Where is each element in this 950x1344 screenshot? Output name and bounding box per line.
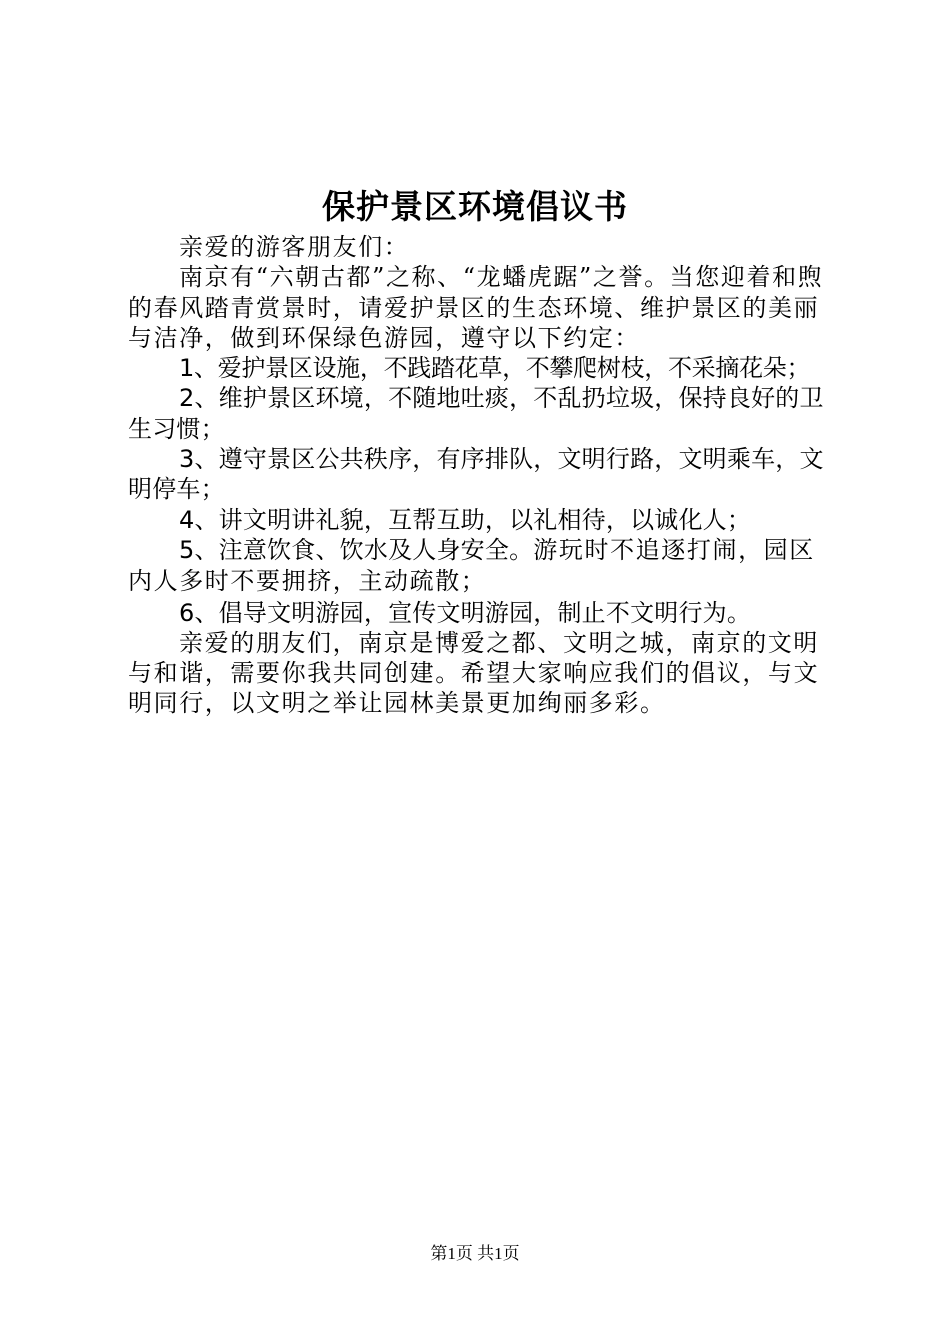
closing-paragraph: 亲爱的朋友们，南京是博爱之都、文明之城，南京的文明与和谐，需要你我共同创建。希望大家响应我们的倡议，与文明同行，以文明之举让园林美景更加绚丽多彩。 — [128, 628, 820, 718]
item-5-detail: 游玩时不追逐打闹，园区内人多时不要拥挤，主动疏散； — [128, 535, 815, 596]
item-5-heading: 5、注意饮食、饮水及人身安全。 — [179, 535, 534, 564]
intro-paragraph: 南京有“六朝古都”之称、“龙蟠虎踞”之誉。当您迎着和煦的春风踏青赏景时，请爱护景区的生态环境、维护景区的美丽与洁净，做到环保绿色游园，遵守以下约定： — [128, 263, 824, 352]
item-6: 6、倡导文明游园，宣传文明游园，制止不文明行为。 — [179, 598, 752, 627]
item-3: 3、遵守景区公共秩序，有序排队，文明行路，文明乘车，文明停车； — [128, 445, 824, 504]
item-5 — [128, 535, 833, 598]
document-body — [128, 232, 833, 719]
item-2: 2、维护景区环境，不随地吐痰，不乱扔垃圾，保持良好的卫生习惯； — [128, 384, 824, 443]
item-4: 4、讲文明讲礼貌，互帮互助，以礼相待，以诚化人； — [179, 505, 752, 534]
document-title: 保护景区环境倡议书 — [322, 187, 628, 226]
page-footer: 第1页 共1页 — [430, 1244, 520, 1263]
item-1: 1、爱护景区设施，不践踏花草，不攀爬树枝，不采摘花朵； — [179, 354, 811, 383]
salutation: 亲爱的游客朋友们： — [179, 233, 410, 261]
